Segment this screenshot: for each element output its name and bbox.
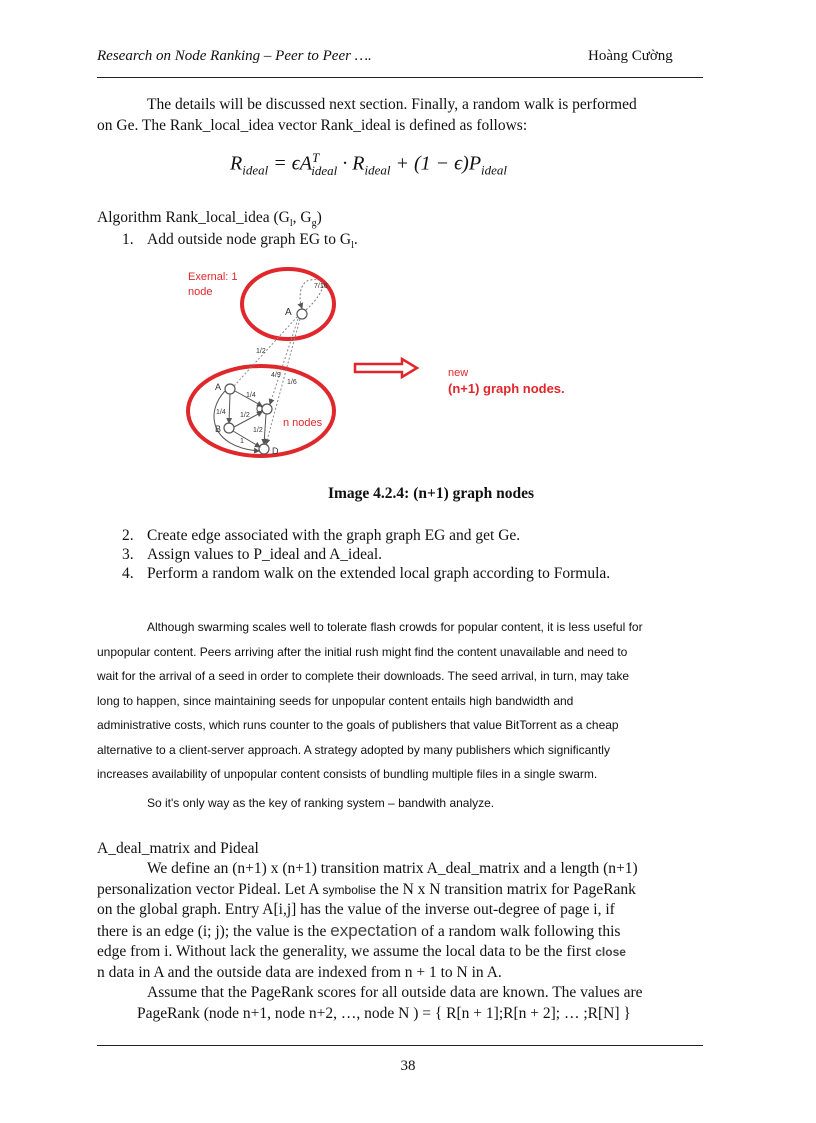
weight-7-16: 7/16	[314, 283, 328, 290]
swarm-line-5: administrative costs, which runs counter to the goals of publishers that value BitTorrent as a cheap	[97, 718, 619, 732]
weight-1: 1	[240, 438, 244, 445]
label-new-graph-nodes: (n+1) graph nodes.	[448, 381, 565, 396]
label-node-a-ext: A	[285, 307, 292, 318]
section-line-3: on the global graph. Entry A[i,j] has the value of the inverse out-degree of page i, if	[97, 901, 615, 918]
section-title: A_deal_matrix and Pideal	[97, 840, 259, 857]
swarm-line-4: long to happen, since maintaining seeds for unpopular content entails high bandwidth and	[97, 693, 574, 708]
formula-sup-t: T	[312, 150, 320, 165]
section-paragraph	[97, 859, 717, 1024]
node-c	[262, 404, 272, 414]
label-new: new	[448, 367, 469, 379]
swarm-line-1: Although swarming scales well to tolerate flash crowds for popular content, it is less useful for	[147, 620, 643, 634]
label-node-d: D	[272, 446, 279, 456]
header-rule	[97, 77, 703, 78]
label-external-node: node	[188, 286, 213, 298]
formula-plus: + (1 − ϵ)P	[390, 152, 482, 175]
right-arrow-icon	[355, 359, 417, 377]
running-header-title: Research on Node Ranking – Peer to Peer ….	[97, 48, 372, 64]
section-line-4: there is an edge (i; j); the value is the expectation of a random walk following this	[97, 920, 621, 940]
swarm-line-7: increases availability of unpopular content consists of bundling multiple files in a single swarm.	[97, 767, 598, 781]
intro-line-1: The details will be discussed next section. Finally, a random walk is performed	[147, 96, 637, 113]
label-n-nodes: n nodes	[283, 417, 323, 429]
weight-1-2-a: 1/2	[256, 348, 266, 355]
swarm-line-2: unpopular content. Peers arriving after the initial rush might find the content unavailable and need to	[97, 644, 628, 659]
section-line-2: personalization vector Pideal. Let A symbolise the N x N transition matrix for PageRank	[97, 880, 636, 898]
section-line-5: edge from i. Without lack the generality, we assume the local data to be the first close	[97, 943, 626, 960]
intro-line-2: on Ge. The Rank_local_idea vector Rank_ideal is defined as follows:	[97, 117, 528, 134]
label-node-b: B	[215, 424, 222, 434]
step-3: 3. Assign values to P_ideal and A_ideal.	[122, 546, 383, 563]
section-line-1: We define an (n+1) x (n+1) transition matrix A_deal_matrix and a length (n+1)	[147, 860, 638, 877]
intro-paragraph	[97, 94, 717, 136]
node-d	[259, 444, 269, 454]
formula-dot: · R	[337, 152, 365, 175]
figure-caption: Image 4.2.4: (n+1) graph nodes	[327, 485, 535, 502]
page-number: 38	[400, 1058, 416, 1074]
weight-1-4-b: 1/4	[216, 409, 226, 416]
external-node-ellipse	[242, 269, 334, 339]
weight-1-4-a: 1/4	[246, 392, 256, 399]
label-node-c: C	[256, 404, 263, 414]
formula-sub-ideal-3: ideal	[364, 162, 391, 178]
node-a	[225, 384, 235, 394]
node-b	[224, 423, 234, 433]
formula-eq: = ϵA	[268, 152, 312, 175]
section-line-6: n data in A and the outside data are indexed from n + 1 to N in A.	[97, 963, 502, 981]
label-node-a: A	[215, 382, 222, 392]
so-line: So it's only way as the key of ranking system – bandwith analyze.	[147, 796, 495, 810]
step-4: 4. Perform a random walk on the extended local graph according to Formula.	[122, 565, 611, 582]
formula-sub-ideal-1: ideal	[242, 162, 269, 178]
swarm-line-6: alternative to a client-server approach. A strategy adopted by many publishers which significantly	[97, 742, 610, 757]
weight-1-6: 1/6	[287, 379, 297, 386]
weight-1-2-b: 1/2	[240, 412, 250, 419]
algorithm-title: Algorithm Rank_local_idea ($G_l$, $G_g$)	[97, 209, 322, 230]
footer-rule	[97, 1045, 703, 1046]
section-line-8: PageRank (node n+1, node n+2, …, node N ) = { R[n + 1];R[n + 2]; … ;R[N] }	[137, 1004, 631, 1022]
formula-sub-ideal-2: ideal	[311, 162, 338, 178]
weight-4-9: 4/9	[271, 372, 281, 379]
graph-figure	[180, 262, 610, 462]
external-node-a	[297, 309, 307, 319]
running-header-author: Hoàng Cường	[588, 48, 673, 64]
formula-r: R	[230, 152, 243, 175]
swarm-line-3: wait for the arrival of a seed in order to complete their downloads. The seed arrival, in turn, may take	[97, 669, 630, 683]
weight-1-2-c: 1/2	[253, 427, 263, 434]
step-1: 1. Add outside node graph EG to $G_l$.	[122, 231, 358, 252]
formula-sub-ideal-4: ideal	[481, 162, 508, 178]
label-external: Exernal: 1	[188, 271, 238, 283]
rank-ideal-formula	[230, 150, 507, 179]
swarm-paragraph	[97, 615, 717, 787]
step-2: 2. Create edge associated with the graph graph EG and get Ge.	[122, 527, 521, 544]
section-line-7: Assume that the PageRank scores for all outside data are known. The values are	[147, 984, 643, 1001]
